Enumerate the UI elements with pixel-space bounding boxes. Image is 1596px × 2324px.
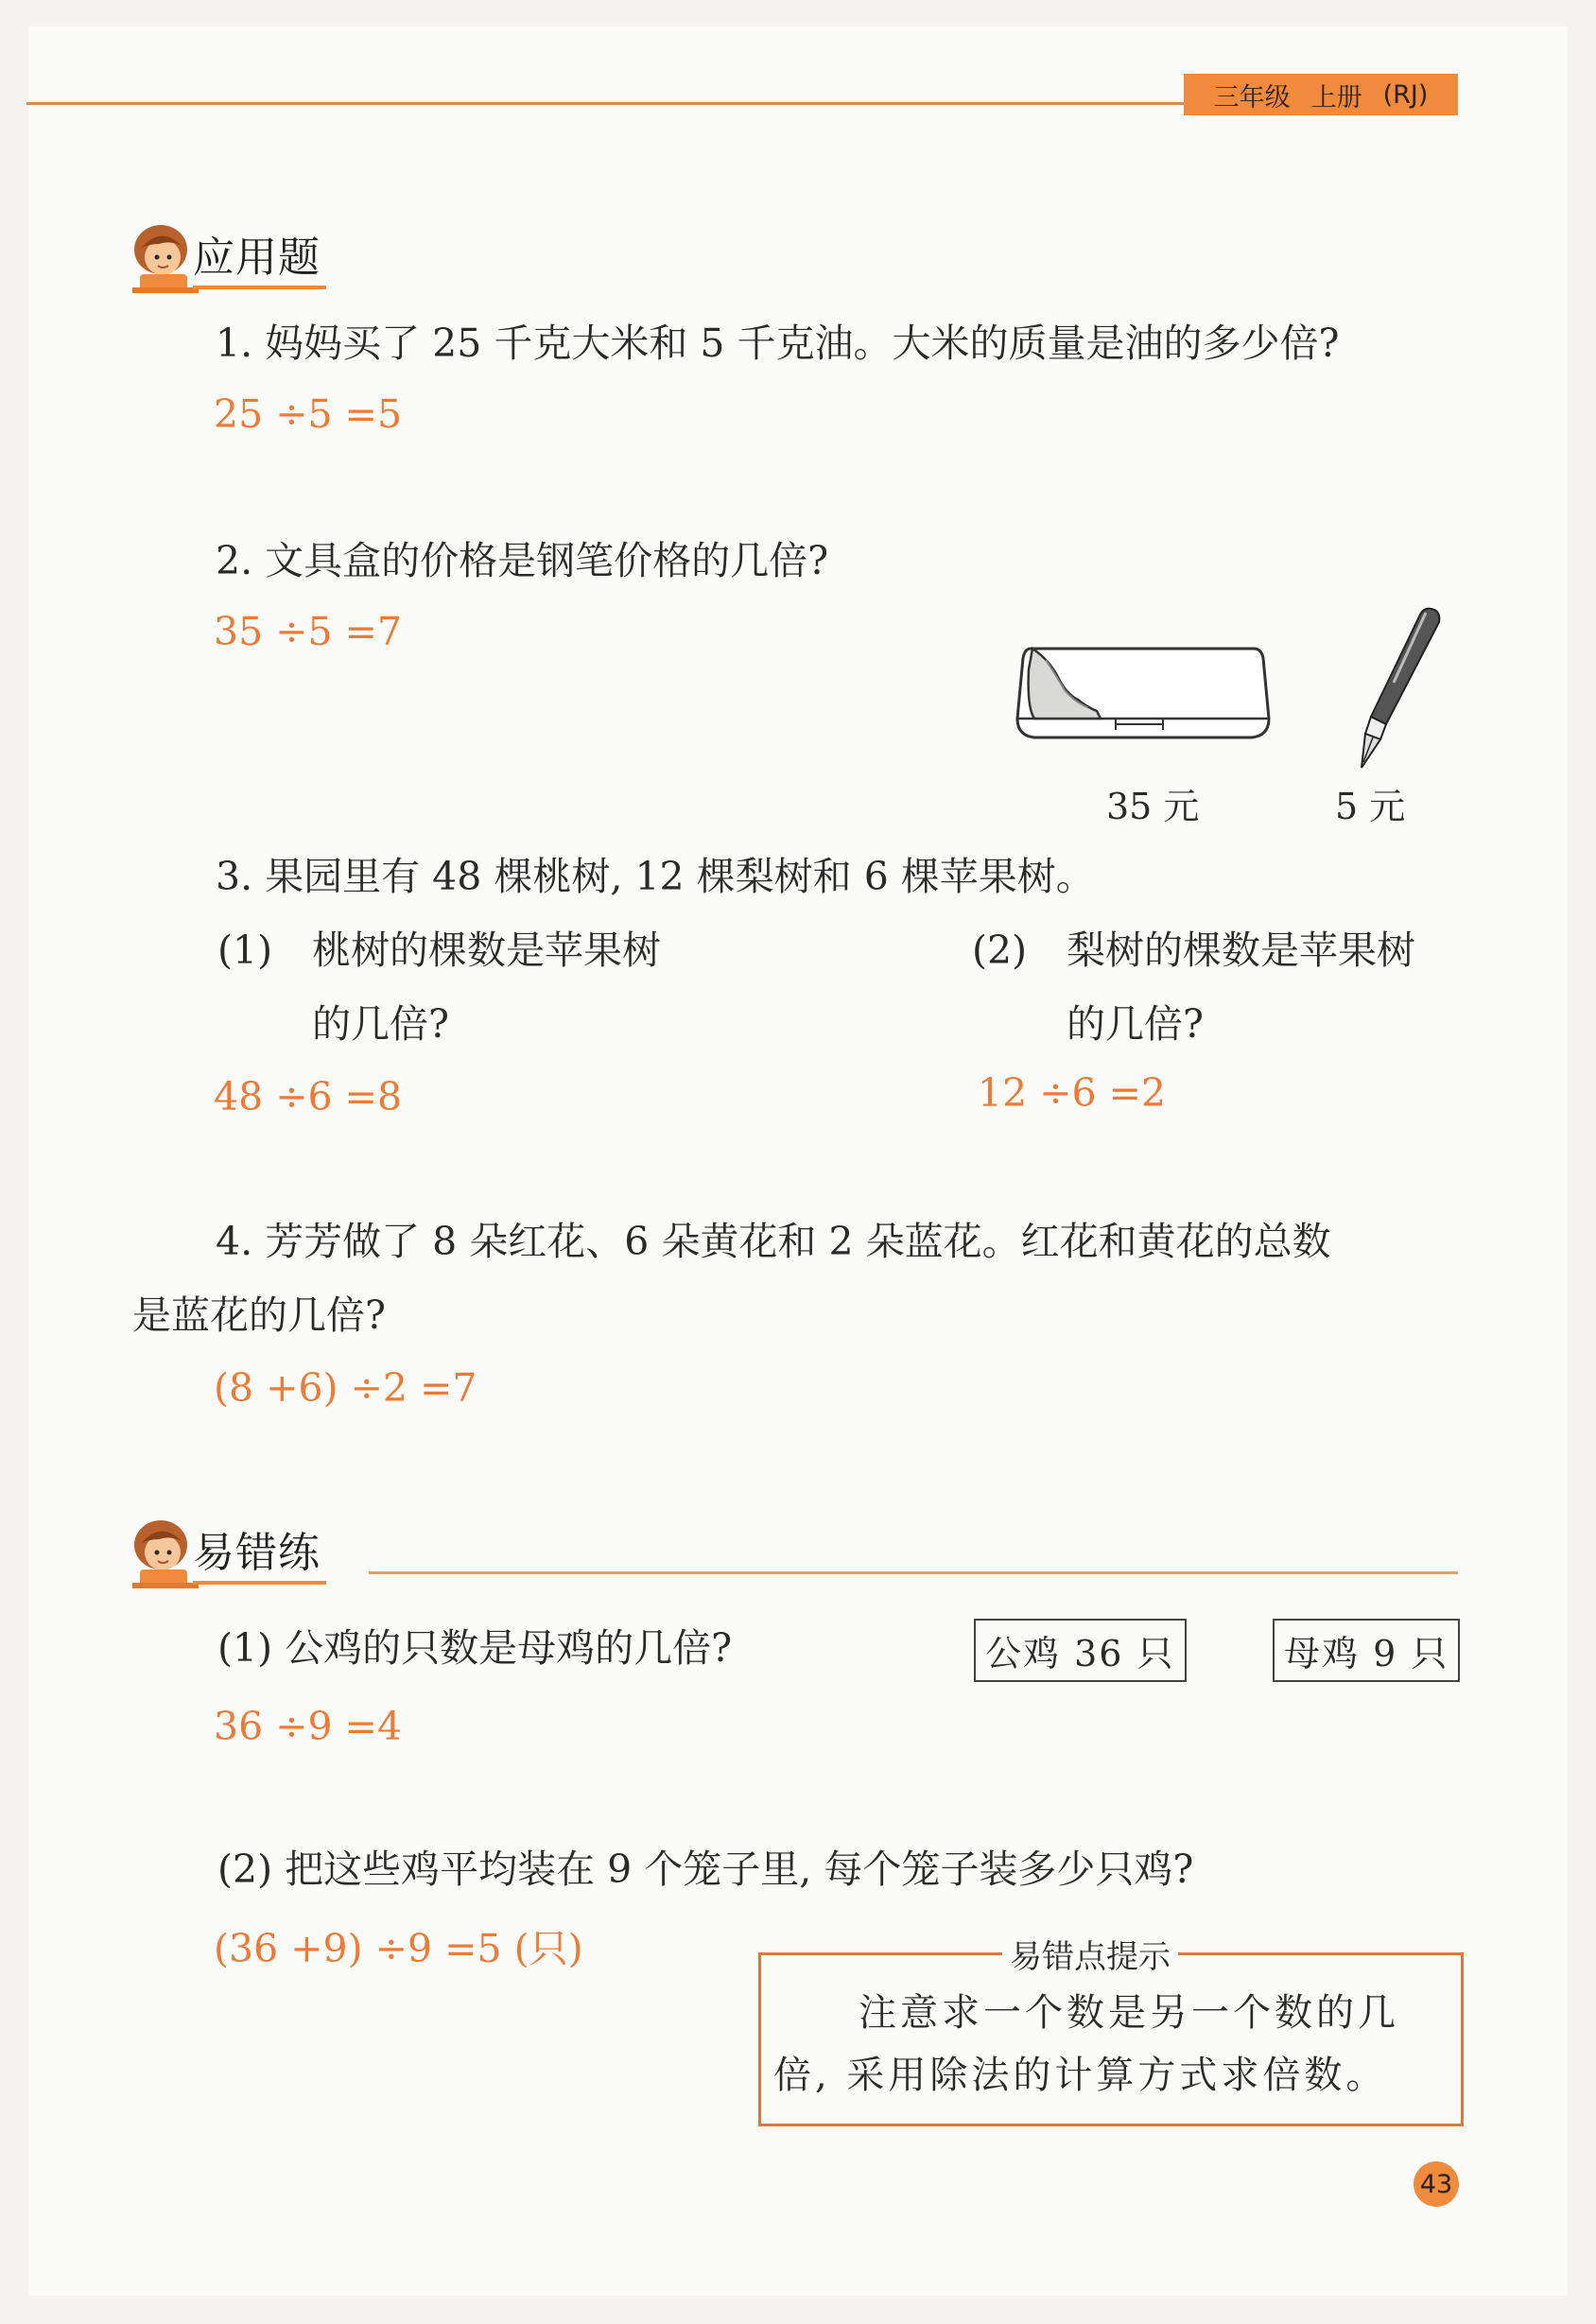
exercise-1: (1) 公鸡的只数是母鸡的几倍?: [217, 1625, 733, 1671]
error-tip-line2: 倍, 采用除法的计算方式求倍数。: [773, 2054, 1388, 2097]
section-rule: [369, 1571, 1458, 1574]
rooster-count-box: 公鸡 36 只: [974, 1619, 1187, 1682]
exercise-answer-2: (36 +9) ÷9 =5 (只): [214, 1926, 583, 1971]
page-number: 43: [1414, 2161, 1459, 2207]
question-3-part2-label: (2): [972, 928, 1028, 973]
question-4-line2: 是蓝花的几倍?: [132, 1292, 386, 1338]
answer-1: 25 ÷5 =5: [214, 391, 403, 437]
pencil-case-price: 35 元: [1106, 786, 1200, 827]
question-3-part2-line1: 梨树的棵数是苹果树: [1067, 928, 1415, 973]
question-1: 1. 妈妈买了 25 千克大米和 5 千克油。大米的质量是油的多少倍?: [216, 321, 1340, 366]
header-rule: [26, 102, 1189, 105]
error-tip-line1: 注意求一个数是另一个数的几: [859, 1991, 1399, 2035]
answer-3-1: 48 ÷6 =8: [214, 1074, 403, 1119]
question-3-part1-label: (1): [217, 928, 273, 973]
question-3-part1-line2: 的几倍?: [312, 1001, 449, 1047]
section-head-error-prone: [123, 1511, 326, 1592]
edition-label: (RJ): [1382, 79, 1429, 110]
section-title: 易错练: [193, 1518, 326, 1585]
exercise-answer-1: 36 ÷9 =4: [214, 1704, 403, 1749]
pen-price: 5 元: [1335, 786, 1406, 827]
error-tip-title: 易错点提示: [1002, 1931, 1178, 1977]
answer-2: 35 ÷5 =7: [214, 609, 403, 654]
answer-4: (8 +6) ÷2 =7: [214, 1365, 477, 1411]
question-3-part1-line1: 桃树的棵数是苹果树: [312, 928, 661, 973]
question-2: 2. 文具盒的价格是钢笔价格的几倍?: [216, 538, 829, 583]
volume-label: 上册: [1310, 82, 1362, 113]
hen-count-box: 母鸡 9 只: [1273, 1619, 1460, 1682]
question-3: 3. 果园里有 48 棵桃树, 12 棵梨树和 6 棵苹果树。: [216, 854, 1095, 899]
answer-3-2: 12 ÷6 =2: [978, 1070, 1167, 1116]
question-3-part2-line2: 的几倍?: [1067, 1001, 1204, 1047]
grade-tag: [1184, 74, 1458, 115]
grade-label: 三年级: [1213, 82, 1291, 113]
fountain-pen-icon: [1333, 596, 1456, 775]
section-head-applied: [123, 216, 326, 297]
question-4-line1: 4. 芳芳做了 8 朵红花、6 朵黄花和 2 朵蓝花。红花和黄花的总数: [216, 1219, 1331, 1264]
exercise-2: (2) 把这些鸡平均装在 9 个笼子里, 每个笼子装多少只鸡?: [217, 1847, 1194, 1892]
pencil-case-icon: [1012, 632, 1276, 754]
section-title: 应用题: [193, 223, 326, 289]
